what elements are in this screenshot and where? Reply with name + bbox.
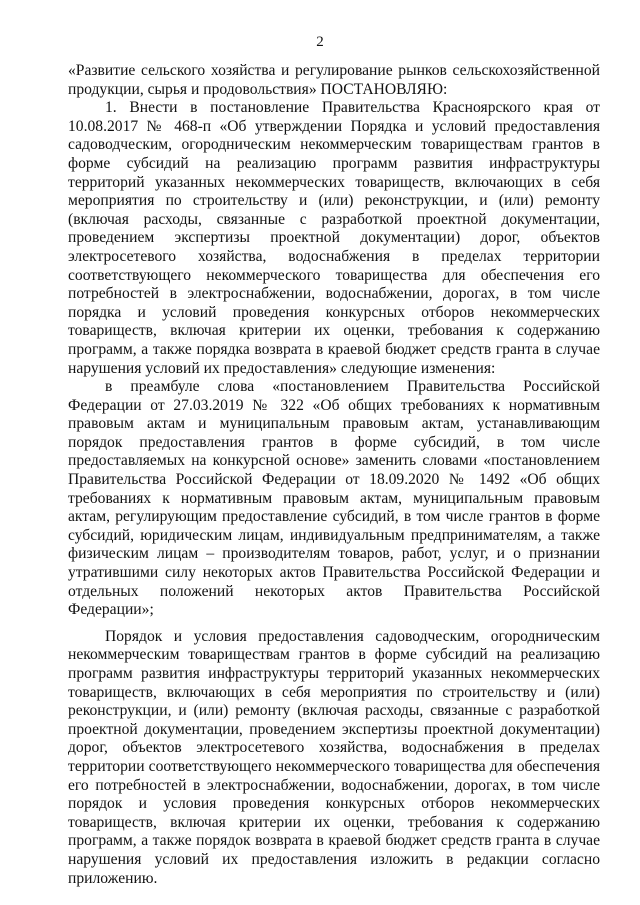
page-number: 2 <box>316 34 324 50</box>
paragraph-gap <box>68 620 600 628</box>
item-1-paragraph: 1. Внести в постановление Правительства Красноярского края от 10.08.2017 № 468-п «Об утверждении Порядка и условий предоставления садоводческим, огородническим некоммерческим товариществам грантов в форме субсидий на реализацию программ развития инфраструктуры территорий указанных некоммерческих товариществ, включающих в себя мероприятия по строительству и (или) реконструкции, и (или) ремонту (включая расходы, связанные с разработкой проектной документации, проведением экспертизы проектной документации) дорог, объектов электросетевого хозяйства, водоснабжения в пределах территории соответствующего некоммерческого товарищества для обеспечения его потребностей в электроснабжении, водоснабжении, дорогах, в том числе порядка и условий проведения конкурсных отборов некоммерческих товариществ, включая критерии их оценки, требования к содержанию программ, а также порядка возврата в краевой бюджет средств гранта в случае нарушения условий их предоставления» следующие изменения: <box>68 99 600 377</box>
document-body <box>68 62 600 888</box>
procedure-paragraph: Порядок и условия предоставления садоводческим, огородническим некоммерческим товариществам грантов в форме субсидий на реализацию программ развития инфраструктуры территорий указанных некоммерческих товариществ, включающих в себя мероприятия по строительству и (или) реконструкции, и (или) ремонту (включая расходы, связанные с разработкой проектной документации, проведением экспертизы проектной документации) дорог, объектов электросетевого хозяйства, водоснабжения в пределах территории соответствующего некоммерческого товарищества для обеспечения его потребностей в электроснабжении, водоснабжении, дорогах, в том числе порядок и условия проведения конкурсных отборов некоммерческих товариществ, включая критерии их оценки, требования к содержанию программ, а также порядок возврата в краевой бюджет средств гранта в случае нарушения условий их предоставления изложить в редакции согласно приложению. <box>68 627 600 887</box>
intro-paragraph: «Развитие сельского хозяйства и регулирование рынков сельскохозяйственной продукции, сырья и продовольствия» ПОСТАНОВЛЯЮ: <box>68 62 600 98</box>
preamble-amendment-paragraph: в преамбуле слова «постановлением Правительства Российской Федерации от 27.03.2019 № 322 «Об общих требованиях к нормативным правовым актам и муниципальным правовым актам, устанавливающим порядок предоставления грантов в форме субсидий, в том числе предоставляемых на конкурсной основе» заменить словами «постановлением Правительства Российской Федерации от 18.09.2020 № 1492 «Об общих требованиях к нормативным правовым актам, муниципальным правовым актам, регулирующим предоставление субсидий, в том числе грантов в форме субсидий, юридическим лицам, индивидуальным предпринимателям, а также физическим лицам – производителям товаров, работ, услуг, и о признании утратившими силу некоторых актов Правительства Российской Федерации и отдельных положений некоторых актов Правительства Российской Федерации»; <box>68 378 600 619</box>
